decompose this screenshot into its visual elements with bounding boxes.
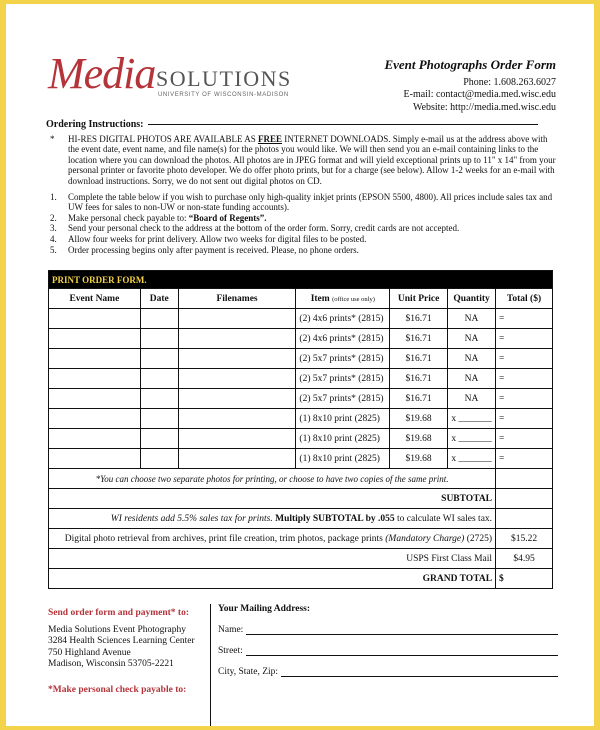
order-row bbox=[49, 309, 553, 329]
item-cell: (1) 8x10 print (2825) bbox=[296, 409, 390, 429]
order-row bbox=[49, 329, 553, 349]
event-name-cell[interactable] bbox=[49, 329, 141, 349]
ordering-instructions bbox=[46, 120, 556, 255]
instruction-item: 4. Allow four weeks for print delivery. Allow two weeks for digital files to be posted. bbox=[50, 233, 367, 244]
digital-retrieval-price: $15.22 bbox=[496, 529, 553, 549]
item-cell: (1) 8x10 print (2825) bbox=[296, 429, 390, 449]
shipping-price: $4.95 bbox=[496, 549, 553, 569]
send-address-line: 3284 Health Sciences Learning Center bbox=[48, 636, 195, 646]
date-cell[interactable] bbox=[140, 389, 178, 409]
col-filenames: Filenames bbox=[178, 289, 296, 309]
filenames-cell[interactable] bbox=[178, 329, 296, 349]
website-line: Website: http://media.med.wisc.edu bbox=[412, 101, 556, 113]
logo-solutions-text: SOLUTIONS bbox=[156, 66, 292, 91]
date-cell[interactable] bbox=[140, 329, 178, 349]
total-cell[interactable]: = bbox=[496, 349, 553, 369]
col-unit-price: Unit Price bbox=[390, 289, 448, 309]
divider-line bbox=[210, 604, 211, 726]
unit-price-cell: $19.68 bbox=[390, 449, 448, 469]
item-cell: (2) 5x7 prints* (2815) bbox=[296, 389, 390, 409]
quantity-cell[interactable]: NA bbox=[448, 329, 496, 349]
form-header bbox=[384, 59, 556, 114]
media-solutions-logo bbox=[48, 48, 308, 118]
total-cell[interactable]: = bbox=[496, 329, 553, 349]
col-total: Total ($) bbox=[496, 289, 553, 309]
shipping-label: USPS First Class Mail bbox=[49, 549, 496, 569]
instruction-item: 3. Send your personal check to the address at the bottom of the order form. Sorry, credit cards are not accepted. bbox=[50, 223, 460, 234]
quantity-cell[interactable]: x _______ bbox=[448, 449, 496, 469]
event-name-cell[interactable] bbox=[49, 409, 141, 429]
total-cell[interactable]: = bbox=[496, 409, 553, 429]
instruction-item: 2. Make personal check payable to: “Board of Regents”. bbox=[50, 212, 267, 223]
send-address-line: 750 Highland Avenue bbox=[48, 647, 131, 658]
unit-price-cell: $16.71 bbox=[390, 349, 448, 369]
print-order-bar: PRINT ORDER FORM. bbox=[49, 271, 553, 289]
total-cell[interactable]: = bbox=[496, 449, 553, 469]
date-cell[interactable] bbox=[140, 409, 178, 429]
instruction-item: 5. Order processing begins only after payment is received. Please, no phone orders. bbox=[50, 244, 359, 255]
unit-price-cell: $16.71 bbox=[390, 309, 448, 329]
print-choice-note: *You can choose two separate photos for printing, or choose to have two copies of the same print. bbox=[49, 469, 496, 489]
date-cell[interactable] bbox=[140, 449, 178, 469]
item-cell: (2) 4x6 prints* (2815) bbox=[296, 309, 390, 329]
order-row bbox=[49, 389, 553, 409]
unit-price-cell: $16.71 bbox=[390, 329, 448, 349]
quantity-cell[interactable]: NA bbox=[448, 349, 496, 369]
order-row bbox=[49, 349, 553, 369]
total-cell[interactable]: = bbox=[496, 389, 553, 409]
event-name-cell[interactable] bbox=[49, 349, 141, 369]
order-row bbox=[49, 369, 553, 389]
city-state-zip-field[interactable]: City, State, Zip: bbox=[218, 667, 558, 677]
digital-retrieval-row: Digital photo retrieval from archives, print file creation, trim photos, package prints (Mandatory Charge) (2725) bbox=[49, 529, 496, 549]
item-cell: (2) 5x7 prints* (2815) bbox=[296, 369, 390, 389]
item-cell: (2) 5x7 prints* (2815) bbox=[296, 349, 390, 369]
filenames-cell[interactable] bbox=[178, 409, 296, 429]
phone-line: Phone: 1.608.263.6027 bbox=[463, 76, 556, 88]
col-date: Date bbox=[140, 289, 178, 309]
filenames-cell[interactable] bbox=[178, 429, 296, 449]
unit-price-cell: $16.71 bbox=[390, 369, 448, 389]
quantity-cell[interactable]: NA bbox=[448, 389, 496, 409]
filenames-cell[interactable] bbox=[178, 449, 296, 469]
note-spacer bbox=[496, 469, 553, 489]
filenames-cell[interactable] bbox=[178, 369, 296, 389]
mailing-address-block bbox=[218, 604, 558, 677]
quantity-cell[interactable]: NA bbox=[448, 309, 496, 329]
payable-footnote: *Make personal check payable to: bbox=[48, 684, 187, 695]
send-address-line: Media Solutions Event Photography bbox=[48, 624, 187, 635]
print-order-table bbox=[48, 270, 553, 589]
item-cell: (1) 8x10 print (2825) bbox=[296, 449, 390, 469]
form-title: Event Photographs Order Form bbox=[384, 57, 556, 72]
event-name-cell[interactable] bbox=[49, 429, 141, 449]
mailing-heading: Your Mailing Address: bbox=[218, 604, 311, 614]
filenames-cell[interactable] bbox=[178, 349, 296, 369]
subtotal-label: SUBTOTAL bbox=[49, 489, 496, 509]
quantity-cell[interactable]: x _______ bbox=[448, 429, 496, 449]
send-address-line: Madison, Wisconsin 53705-2221 bbox=[48, 659, 174, 669]
order-form-page bbox=[6, 4, 594, 726]
event-name-cell[interactable] bbox=[49, 389, 141, 409]
send-heading: Send order form and payment* to: bbox=[48, 608, 190, 618]
sales-tax-row: WI residents add 5.5% sales tax for prints. Multiply SUBTOTAL by .055 to calculate WI sales tax. bbox=[49, 509, 496, 529]
logo-media-text: Media bbox=[48, 49, 156, 98]
grand-total-field[interactable]: $ bbox=[496, 569, 553, 589]
quantity-cell[interactable]: NA bbox=[448, 369, 496, 389]
event-name-cell[interactable] bbox=[49, 449, 141, 469]
grand-total-label: GRAND TOTAL bbox=[49, 569, 496, 589]
event-name-cell[interactable] bbox=[49, 309, 141, 329]
item-cell: (2) 4x6 prints* (2815) bbox=[296, 329, 390, 349]
instructions-heading: Ordering Instructions: bbox=[46, 120, 556, 131]
filenames-cell[interactable] bbox=[178, 389, 296, 409]
total-cell[interactable]: = bbox=[496, 369, 553, 389]
send-to-block bbox=[48, 608, 195, 696]
sales-tax-field[interactable] bbox=[496, 509, 553, 529]
date-cell[interactable] bbox=[140, 309, 178, 329]
unit-price-cell: $16.71 bbox=[390, 389, 448, 409]
street-field[interactable]: Street: bbox=[218, 646, 558, 656]
total-cell[interactable]: = bbox=[496, 429, 553, 449]
quantity-cell[interactable]: x _______ bbox=[448, 409, 496, 429]
total-cell[interactable]: = bbox=[496, 309, 553, 329]
order-row bbox=[49, 429, 553, 449]
instruction-bullet: * HI-RES DIGITAL PHOTOS ARE AVAILABLE AS FREE INTERNET DOWNLOADS. Simply e-mail us at the address above with the event date, event name, and file name(s) for the photos you would like. We will then send you an e-mail containing links to the location where you can download the photos. All photos are in JPEG format and will yield exceptional prints up to 11" x 14" from your personal printer or favorite photo developer. We do offer photo prints, but for a charge (see below). Allow 1-2 weeks for an e-mail with download instructions. Sorry, we do not sent out digital photos on CD. bbox=[50, 133, 556, 186]
order-row bbox=[49, 449, 553, 469]
date-cell[interactable] bbox=[140, 429, 178, 449]
col-quantity: Quantity bbox=[448, 289, 496, 309]
name-field[interactable]: Name: bbox=[218, 625, 558, 635]
logo-university-text: UNIVERSITY OF WISCONSIN-MADISON bbox=[158, 92, 289, 98]
unit-price-cell: $19.68 bbox=[390, 429, 448, 449]
date-cell[interactable] bbox=[140, 349, 178, 369]
date-cell[interactable] bbox=[140, 369, 178, 389]
subtotal-field[interactable] bbox=[496, 489, 553, 509]
order-row bbox=[49, 409, 553, 429]
col-event-name: Event Name bbox=[49, 289, 141, 309]
col-item: Item (office use only) bbox=[296, 289, 390, 309]
event-name-cell[interactable] bbox=[49, 369, 141, 389]
filenames-cell[interactable] bbox=[178, 309, 296, 329]
unit-price-cell: $19.68 bbox=[390, 409, 448, 429]
instruction-item: 1. Complete the table below if you wish to purchase only high-quality inkjet prints (EPSON 5500, 4800). All prices include sales tax and UW fees for sales to non-UW or non-state funding accounts). bbox=[50, 191, 553, 213]
email-line: E-mail: contact@media.med.wisc.edu bbox=[403, 89, 556, 100]
